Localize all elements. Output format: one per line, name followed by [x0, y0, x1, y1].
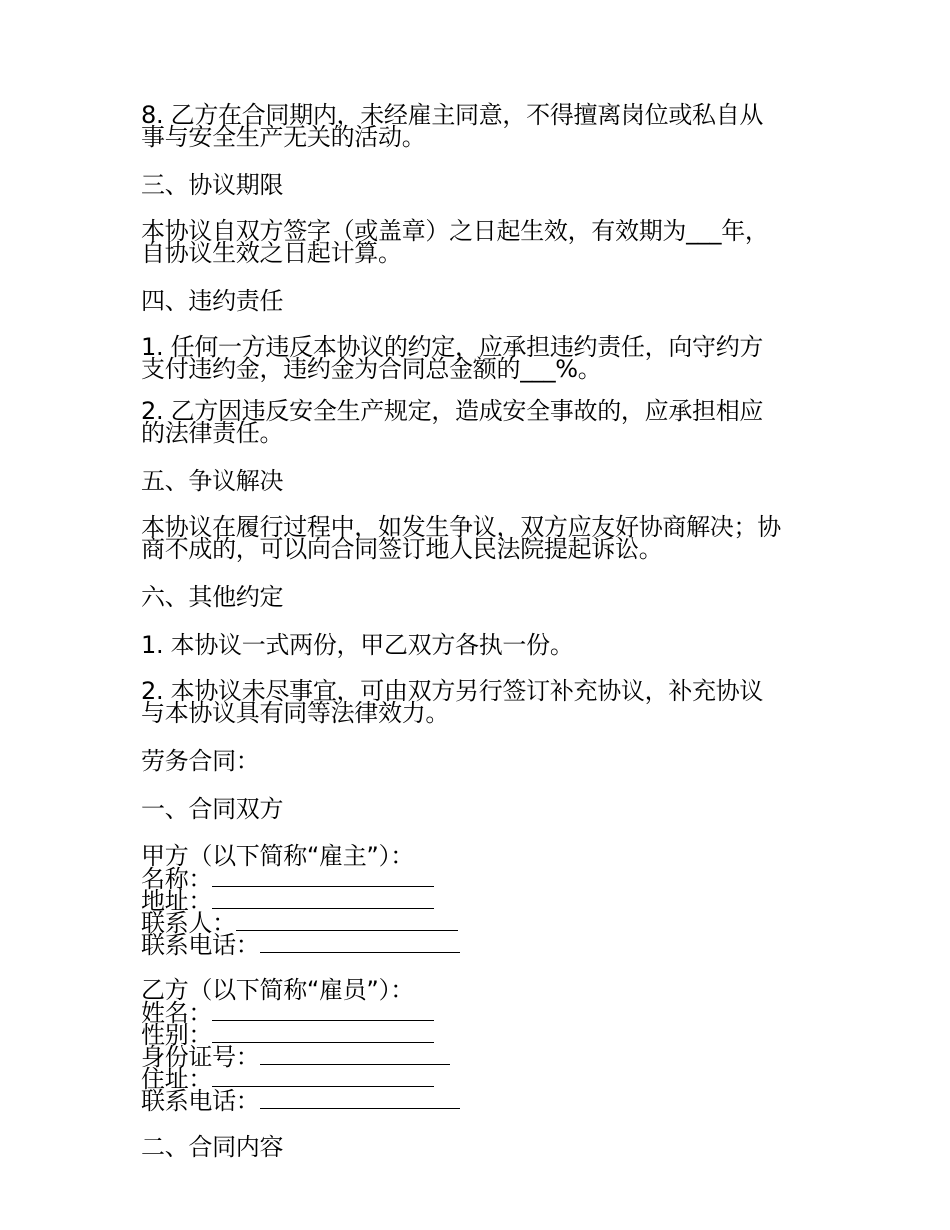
heading-other: 六、其他约定 — [141, 583, 284, 611]
party-a-phone-field — [141, 931, 821, 959]
party-b-name-label: 姓名： — [141, 999, 213, 1027]
party-b-name-field — [141, 999, 821, 1027]
party-a-block — [141, 842, 821, 959]
clause-8-line-2: 事与安全生产无关的活动。 — [141, 123, 426, 151]
other-clause-1: 1. 本协议一式两份，甲乙双方各执一份。 — [141, 631, 574, 659]
party-b-id-blank[interactable] — [260, 1044, 450, 1065]
heading-term: 三、协议期限 — [141, 171, 284, 199]
party-a-title: 甲方（以下简称“雇主”）： — [141, 842, 414, 870]
dispute-line-1: 本协议在履行过程中，如发生争议，双方应友好协商解决；协 — [141, 513, 781, 541]
breach-clause-1 — [141, 333, 821, 383]
party-b-block — [141, 976, 821, 1115]
term-line-1: 本协议自双方签字（或盖章）之日起生效，有效期为___年， — [141, 217, 769, 245]
clause-8-line-1: 8. 乙方在合同期内，未经雇主同意，不得擅离岗位或私自从 — [141, 101, 764, 129]
heading-parties: 一、合同双方 — [141, 795, 284, 823]
other-clause-2 — [141, 677, 821, 727]
party-b-phone-blank[interactable] — [260, 1088, 460, 1109]
party-b-name-blank[interactable] — [212, 1000, 434, 1021]
party-b-gender-label: 性别： — [141, 1021, 213, 1049]
party-b-phone-field — [141, 1087, 821, 1115]
party-a-address-field — [141, 887, 821, 915]
dispute-paragraph — [141, 513, 821, 563]
party-a-name-field — [141, 865, 821, 893]
party-a-phone-label: 联系电话： — [141, 931, 260, 959]
heading-breach: 四、违约责任 — [141, 287, 284, 315]
document-body — [141, 101, 821, 1161]
party-a-address-blank[interactable] — [212, 888, 434, 909]
labor-contract-title: 劳务合同： — [141, 747, 260, 775]
term-paragraph — [141, 217, 821, 267]
party-a-phone-blank[interactable] — [260, 932, 460, 953]
party-a-name-blank[interactable] — [212, 866, 434, 887]
other-2-line-2: 与本协议具有同等法律效力。 — [141, 699, 450, 727]
party-b-phone-label: 联系电话： — [141, 1087, 260, 1115]
party-b-id-label: 身份证号： — [141, 1043, 260, 1071]
clause-8 — [141, 101, 821, 151]
party-b-address-label: 住址： — [141, 1065, 213, 1093]
heading-dispute: 五、争议解决 — [141, 467, 284, 495]
party-a-name-label: 名称： — [141, 865, 213, 893]
heading-content: 二、合同内容 — [141, 1133, 284, 1161]
party-b-id-field — [141, 1043, 821, 1071]
party-a-address-label: 地址： — [141, 887, 213, 915]
other-2-line-1: 2. 本协议未尽事宜，可由双方另行签订补充协议，补充协议 — [141, 677, 764, 705]
breach-1-line-1: 1. 任何一方违反本协议的约定，应承担违约责任，向守约方 — [141, 333, 764, 361]
party-b-gender-blank[interactable] — [212, 1022, 434, 1043]
breach-clause-2 — [141, 397, 821, 447]
party-a-contact-label: 联系人： — [141, 909, 236, 937]
breach-2-line-1: 2. 乙方因违反安全生产规定，造成安全事故的，应承担相应 — [141, 397, 764, 425]
party-a-contact-blank[interactable] — [236, 910, 458, 931]
breach-1-line-2: 支付违约金，违约金为合同总金额的___%。 — [141, 355, 602, 383]
breach-2-line-2: 的法律责任。 — [141, 419, 284, 447]
term-line-2: 自协议生效之日起计算。 — [141, 239, 402, 267]
dispute-line-2: 商不成的，可以向合同签订地人民法院提起诉讼。 — [141, 535, 663, 563]
party-b-address-blank[interactable] — [212, 1066, 434, 1087]
party-b-title: 乙方（以下简称“雇员”）： — [141, 976, 414, 1004]
